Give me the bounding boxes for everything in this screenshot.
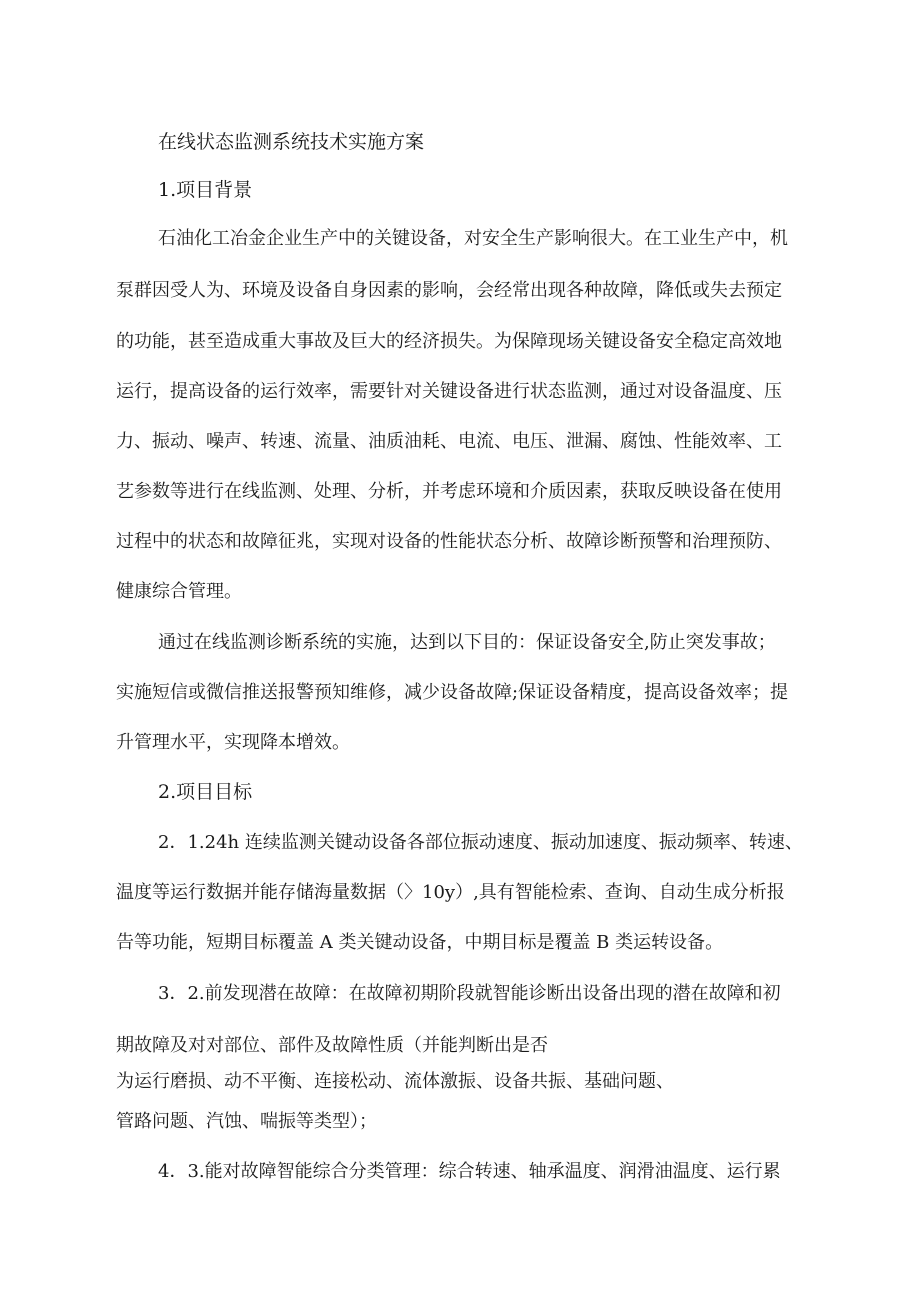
paragraph-line: 运行，提高设备的运行效率，需要针对关键设备进行状态监测，通过对设备温度、压 xyxy=(116,381,782,402)
paragraph-line: 升管理水平，实现降本增效。 xyxy=(116,732,350,753)
paragraph-line: 期故障及对对部位、部件及故障性质（并能判断出是否 xyxy=(116,1035,548,1056)
document-title: 在线状态监测系统技术实施方案 xyxy=(158,131,425,153)
paragraph-line: 力、振动、噪声、转速、流量、油质油耗、电流、电压、泄漏、腐蚀、性能效率、工 xyxy=(116,431,782,452)
paragraph-line: 实施短信或微信推送报警预知维修，减少设备故障;保证设备精度，提高设备效率；提 xyxy=(116,682,789,703)
paragraph-line: 告等功能，短期目标覆盖 A 类关键动设备，中期目标是覆盖 B 类运转设备。 xyxy=(116,932,724,953)
paragraph-line: 4．3.能对故障智能综合分类管理：综合转速、轴承温度、润滑油温度、运行累 xyxy=(158,1161,781,1182)
paragraph-line: 温度等运行数据并能存储海量数据（〉10y）,具有智能检索、查询、自动生成分析报 xyxy=(116,882,785,903)
paragraph-line: 通过在线监测诊断系统的实施，达到以下目的：保证设备安全,防止突发事故； xyxy=(158,632,776,653)
paragraph-line: 2．1.24h 连续监测关键动设备各部位振动速度、振动加速度、振动频率、转速、 xyxy=(158,832,803,853)
paragraph-line: 过程中的状态和故障征兆，实现对设备的性能状态分析、故障诊断预警和治理预防、 xyxy=(116,531,782,552)
paragraph-line: 石油化工冶金企业生产中的关键设备，对安全生产影响很大。在工业生产中，机 xyxy=(158,228,788,249)
paragraph-line: 管路问题、汽蚀、喘振等类型）； xyxy=(116,1111,377,1132)
paragraph-line: 健康综合管理。 xyxy=(116,581,242,602)
paragraph-line: 艺参数等进行在线监测、处理、分析，并考虑环境和介质因素，获取反映设备在使用 xyxy=(116,481,782,502)
section-heading-background: 1.项目背景 xyxy=(158,179,253,201)
paragraph-line: 的功能，甚至造成重大事故及巨大的经济损失。为保障现场关键设备安全稳定高效地 xyxy=(116,331,782,352)
paragraph-line: 3．2.前发现潜在故障：在故障初期阶段就智能诊断出设备出现的潜在故障和初 xyxy=(158,983,781,1004)
paragraph-line: 泵群因受人为、环境及设备自身因素的影响，会经常出现各种故障，降低或失去预定 xyxy=(116,280,782,301)
section-heading-objectives: 2.项目目标 xyxy=(158,781,253,803)
paragraph-line: 为运行磨损、动不平衡、连接松动、流体激振、设备共振、基础问题、 xyxy=(116,1071,674,1092)
